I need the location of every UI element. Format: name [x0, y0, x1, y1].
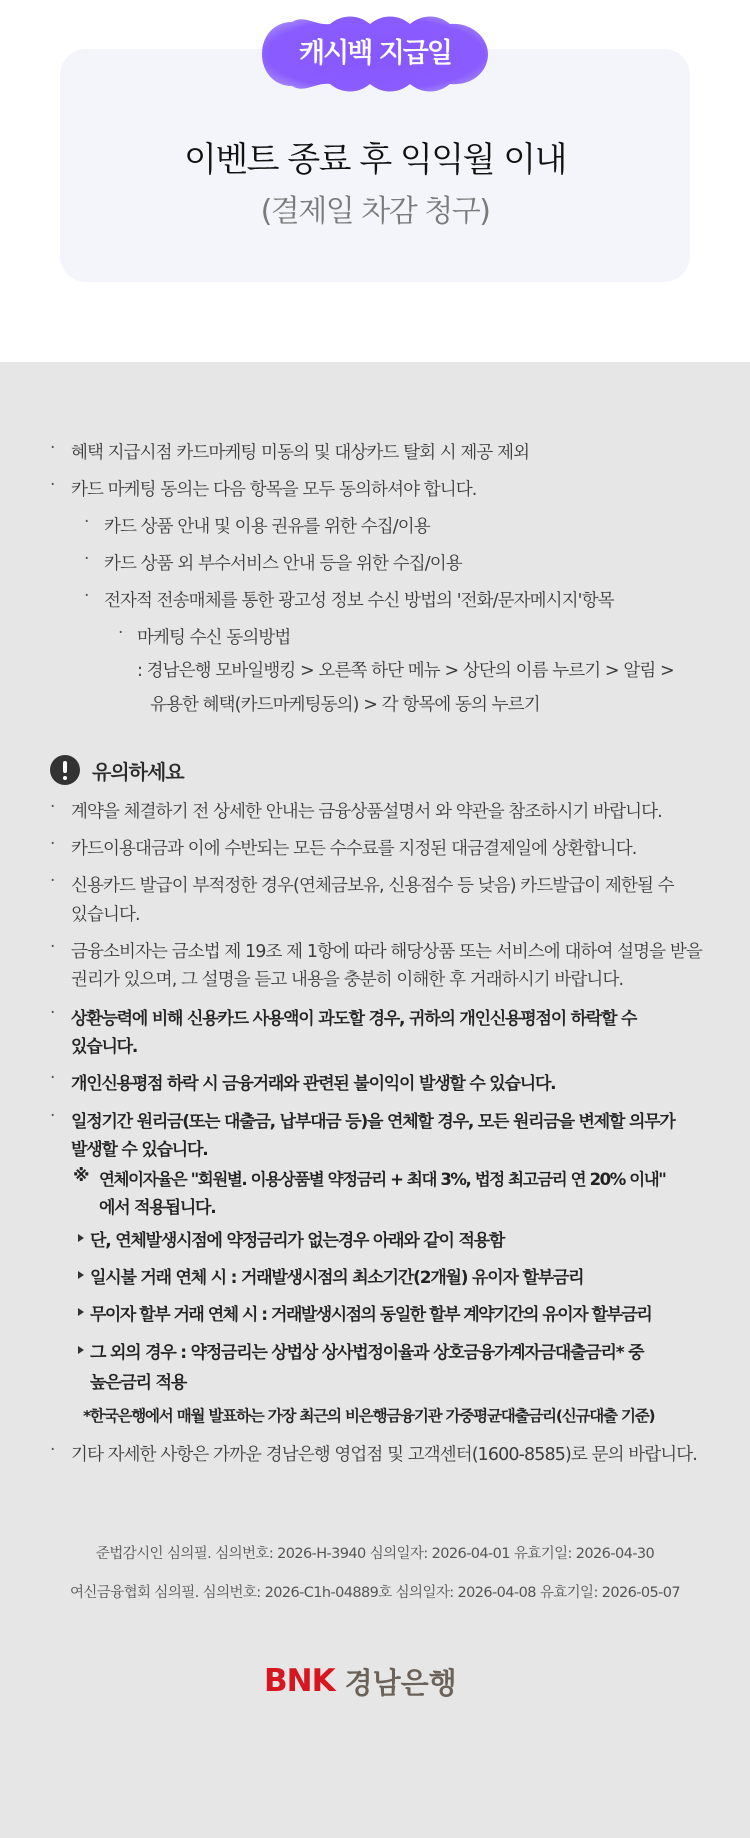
bullet-dot: · [50, 475, 56, 495]
association-review: 여신금융협회 심의필. 심의번호: 2026-C1h-04889호 심의일자: 2026-04-08 유효기일: 2026-05-07 [69, 1585, 681, 1601]
rate-footnote: *한국은행에서 매월 발표하는 가장 최근의 비은행금융기관 가중평균대출금리(신규대출 기준) [83, 1407, 655, 1425]
warning-item: 신용카드 발급이 부적정한 경우(연체금보유, 신용점수 등 낮음) 카드발급이 제한될 수 [71, 876, 674, 896]
rule-item: 일시불 거래 연체 시 : 거래발생시점의 최소기간(2개월) 유이자 할부금리 [90, 1268, 584, 1288]
warning-item-emphasis: 개인신용평점 하락 시 금융거래와 관련된 불이익이 발생할 수 있습니다. [71, 1074, 556, 1094]
warning-item: 카드이용대금과 이에 수반되는 모든 수수료를 지정된 대금결제일에 상환합니다. [71, 839, 637, 859]
late-interest-note: 연체이자율은 "회원별. 이용상품별 약정금리 + 최대 3%, 법정 최고금리 연 20% 이내" [99, 1170, 666, 1189]
bullet-dot: · [84, 586, 90, 606]
bullet-dot: · [50, 871, 56, 891]
late-interest-note-cont: 에서 적용됩니다. [99, 1198, 216, 1218]
bullet-dot: · [50, 937, 56, 957]
consent-method-label: 마케팅 수신 동의방법 [137, 628, 291, 648]
consent-method-path: : 경남은행 모바일뱅킹 > 오른쪽 하단 메뉴 > 상단의 이름 누르기 > 알림 > [137, 661, 674, 681]
bullet-dot: · [84, 549, 90, 569]
warning-item: 계약을 체결하기 전 상세한 안내는 금융상품설명서 와 약관을 참조하시기 바랍니다. [71, 802, 662, 822]
bullet-dot: · [118, 623, 124, 643]
warning-item-emphasis: 상환능력에 비해 신용카드 사용액이 과도할 경우, 귀하의 개인신용평점이 하락할 수 [71, 1009, 637, 1029]
notice-sub-item: 전자적 전송매체를 통한 광고성 정보 수신 방법의 '전화/문자메시지'항목 [104, 591, 614, 611]
notice-item: 혜택 지급시점 카드마케팅 미동의 및 대상카드 탈회 시 제공 제외 [71, 443, 530, 463]
triangle-bullet-icon [78, 1308, 84, 1316]
rule-item: 그 외의 경우 : 약정금리는 상법상 상사법정이율과 상호금융가계자금대출금리* 중 [90, 1343, 644, 1363]
bullet-dot: · [50, 438, 56, 458]
warning-item: 금융소비자는 금소법 제 19조 제 1항에 따라 해당상품 또는 서비스에 대하여 설명을 받을 [71, 942, 702, 962]
exclamation-circle-icon [50, 755, 80, 785]
warning-item-cont: 있습니다. [71, 1037, 138, 1057]
warning-title: 유의하세요 [92, 759, 184, 784]
bullet-dot: · [50, 1068, 56, 1088]
notice-sub-item: 카드 상품 외 부수서비스 안내 등을 위한 수집/이용 [104, 554, 462, 574]
consent-method-path-cont: 유용한 혜택(카드마케팅동의) > 각 항목에 동의 누르기 [150, 695, 540, 715]
warning-item-cont: 권리가 있으며, 그 설명을 듣고 내용을 충분히 이해한 후 거래하시기 바랍니다. [71, 970, 624, 990]
note-symbol: ※ [73, 1166, 89, 1186]
bnk-logo-mark: BNK [264, 1663, 335, 1699]
bullet-dot: · [50, 1440, 56, 1460]
notice-sub-item: 카드 상품 안내 및 이용 권유를 위한 수집/이용 [104, 517, 430, 537]
warning-item-cont: 발생할 수 있습니다. [71, 1140, 208, 1160]
bank-name: 경남은행 [344, 1665, 457, 1700]
payment-timing-subtitle: (결제일 차감 청구) [260, 194, 490, 229]
cashback-section [0, 0, 750, 362]
warning-item-cont: 있습니다. [71, 905, 140, 925]
compliance-review: 준법감시인 심의필. 심의번호: 2026-H-3940 심의일자: 2026-04-01 유효기일: 2026-04-30 [95, 1546, 655, 1562]
triangle-bullet-icon [78, 1346, 84, 1354]
bnk-logo [264, 1664, 457, 1698]
badge-label: 캐시백 지급일 [299, 38, 451, 69]
bullet-dot: · [50, 797, 56, 817]
cashback-badge [262, 16, 488, 92]
triangle-bullet-icon [78, 1234, 84, 1242]
contact-info: 기타 자세한 사항은 가까운 경남은행 영업점 및 고객센터(1600-8585)로 문의 바랍니다. [71, 1445, 697, 1465]
rule-item-cont: 높은금리 적용 [90, 1373, 187, 1393]
triangle-bullet-icon [78, 1271, 84, 1279]
warning-item-emphasis: 일정기간 원리금(또는 대출금, 납부대금 등)을 연체할 경우, 모든 원리금을 변제할 의무가 [71, 1112, 675, 1132]
bullet-dot: · [84, 512, 90, 532]
payment-timing-title: 이벤트 종료 후 익익월 이내 [183, 140, 566, 180]
bullet-dot: · [50, 834, 56, 854]
bullet-dot: · [50, 1003, 56, 1023]
rule-item: 무이자 할부 거래 연체 시 : 거래발생시점의 동일한 할부 계약기간의 유이자 할부금리 [90, 1305, 652, 1325]
notice-item: 카드 마케팅 동의는 다음 항목을 모두 동의하셔야 합니다. [71, 480, 477, 500]
bullet-dot: · [50, 1106, 56, 1126]
warning-heading [50, 755, 184, 785]
notice-section [0, 362, 750, 1838]
rule-item: 단, 연체발생시점에 약정금리가 없는경우 아래와 같이 적용함 [90, 1231, 505, 1251]
